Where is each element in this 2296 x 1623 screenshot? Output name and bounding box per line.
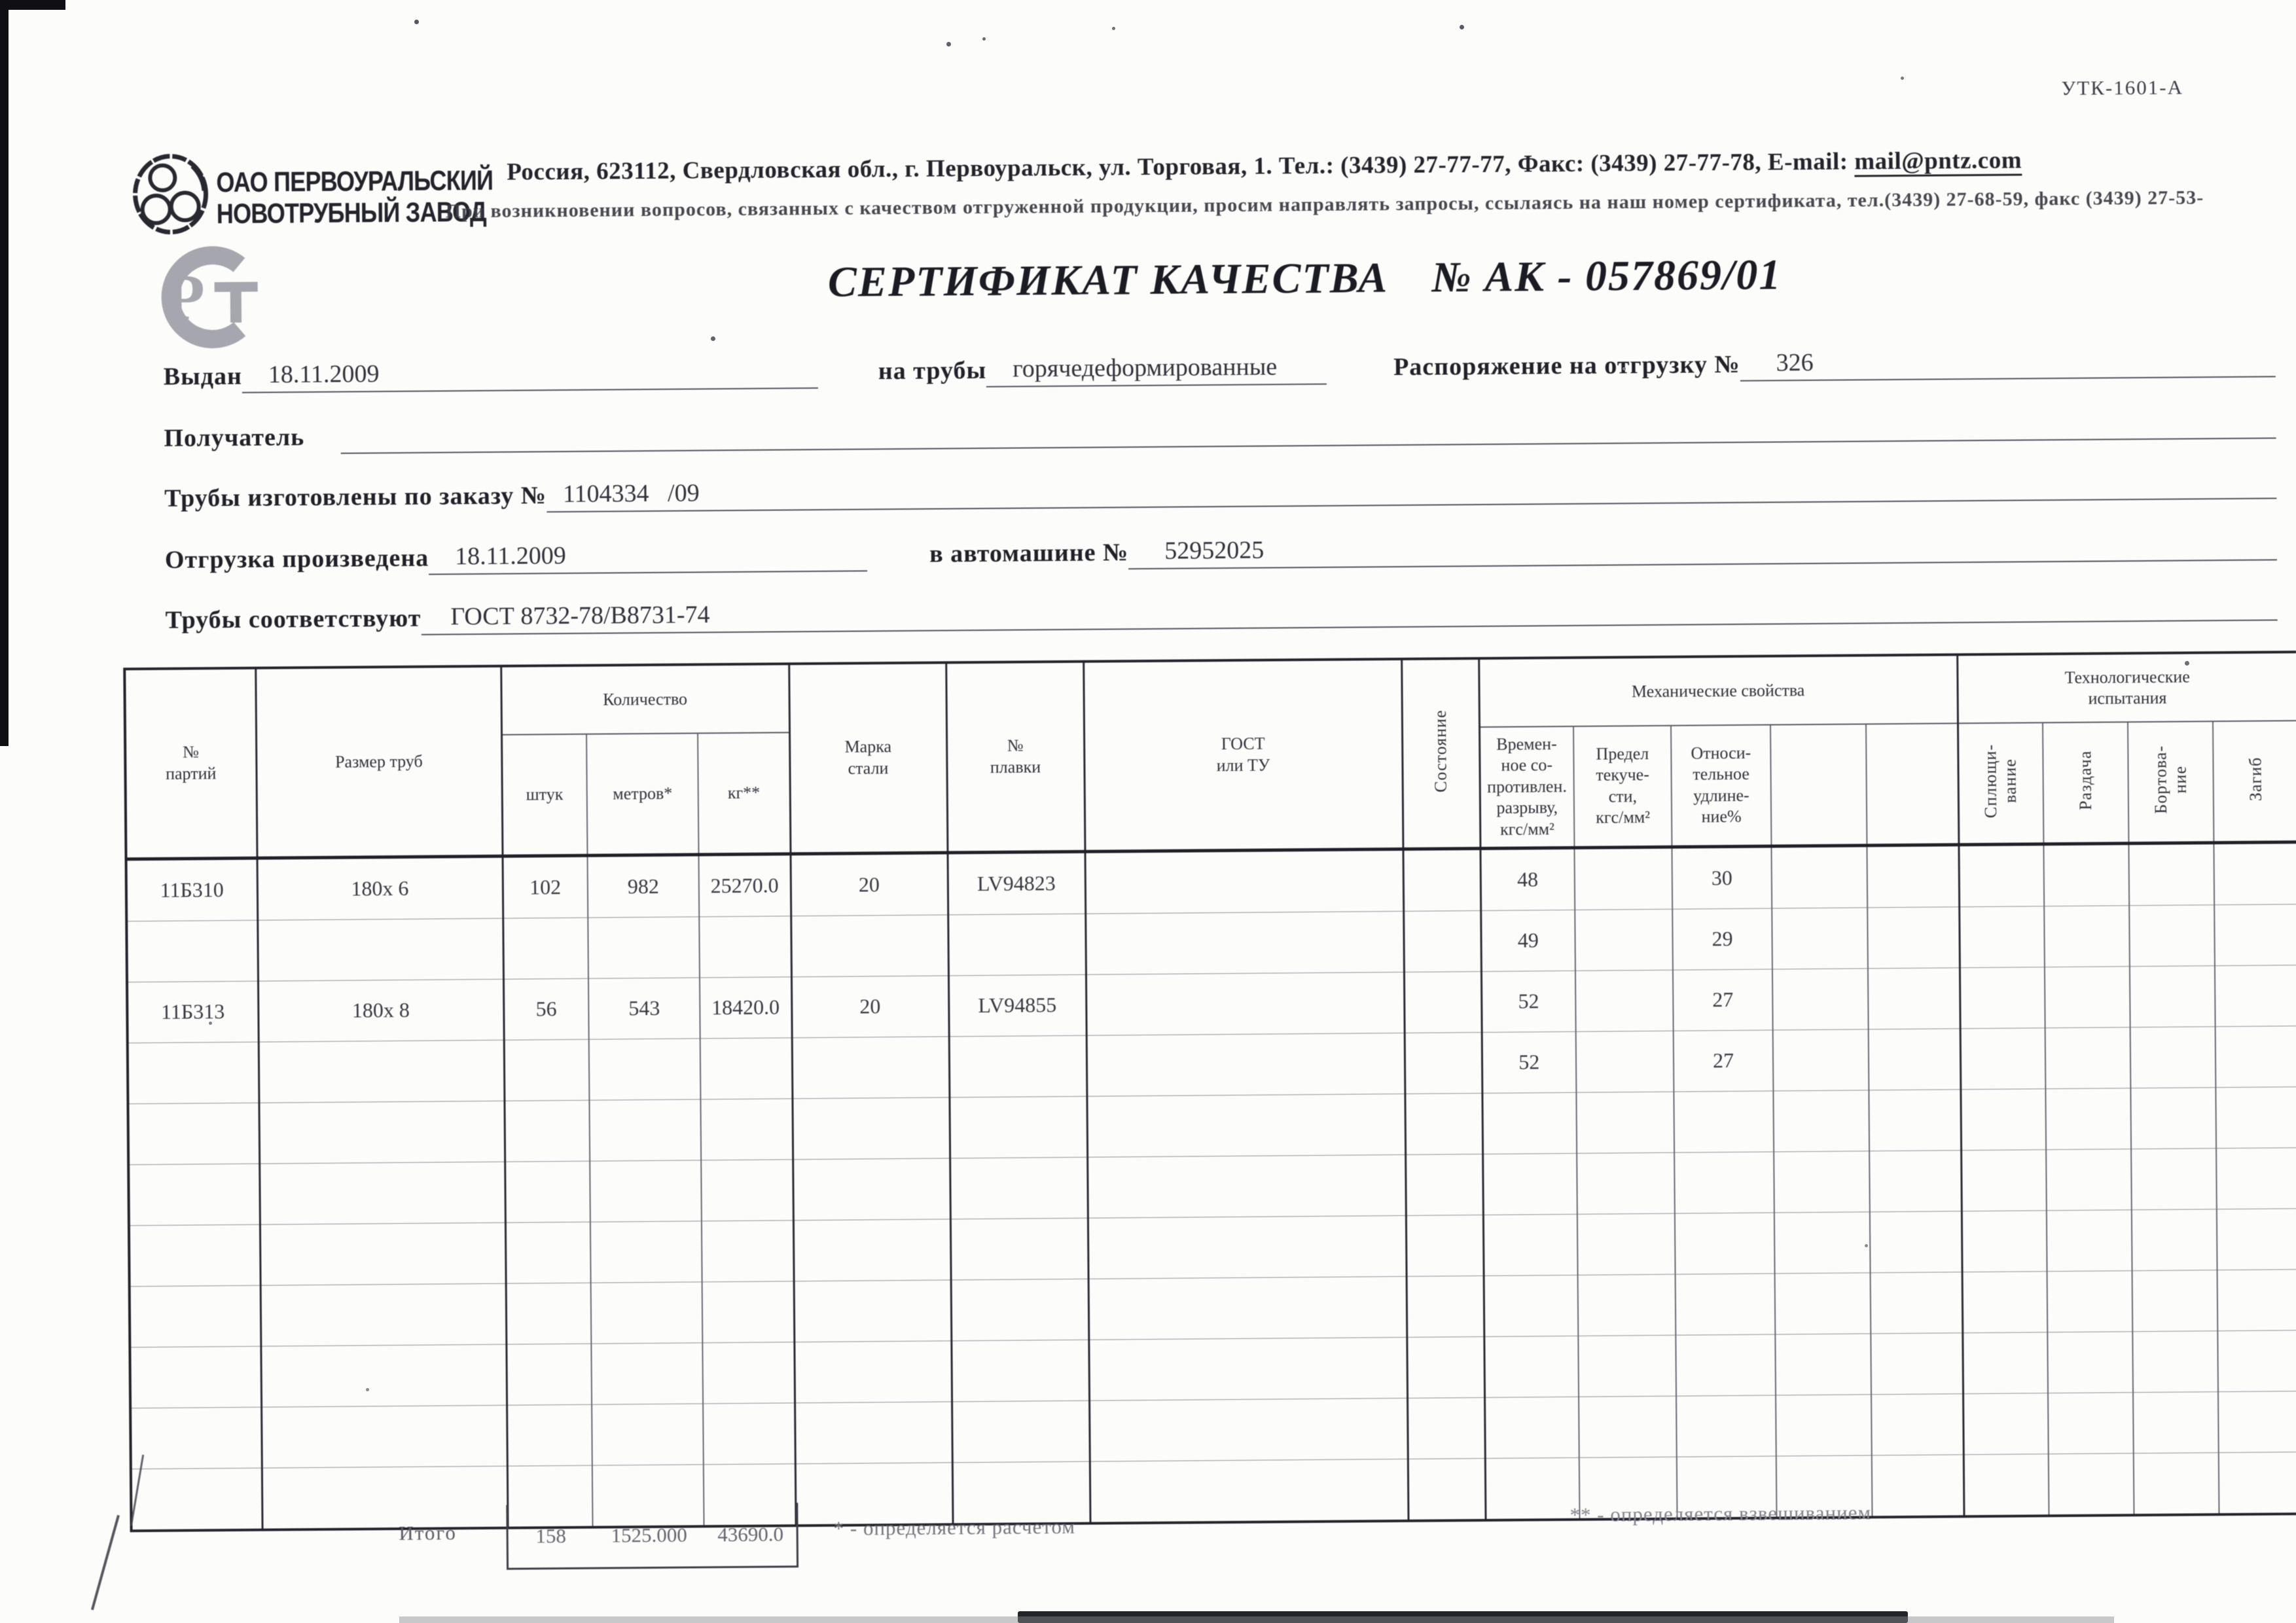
- issued-line: [164, 344, 2276, 393]
- cell-elongation: 30: [1672, 846, 1772, 909]
- company-contact-line: [507, 146, 2022, 186]
- col-header-gost-tu: ГОСТ или ТУ: [1083, 659, 1403, 851]
- svg-text:Р: Р: [164, 260, 206, 334]
- scan-bottom-shadow: [399, 1616, 2114, 1623]
- shipped-value: 18.11.2009: [429, 539, 867, 575]
- scan-edge-artifact: [0, 0, 9, 746]
- total-meters: 1525.000: [611, 1523, 687, 1547]
- col-header-flattening: [1958, 722, 2043, 844]
- receiver-line: [164, 407, 2276, 455]
- cell-tensile: 52: [1482, 1031, 1577, 1093]
- col-header-steel-grade: Марка стали: [789, 662, 947, 853]
- col-header-kg: кг**: [698, 732, 790, 854]
- cell-elongation: 27: [1673, 969, 1773, 1031]
- company-name-line1: ОАО ПЕРВОУРАЛЬСКИЙ: [216, 164, 493, 199]
- cell-kg: 18420.0: [700, 976, 792, 1038]
- cell-size: 180х 8: [258, 979, 504, 1042]
- col-group-tech-tests: Технологические испытания: [1957, 652, 2296, 723]
- made-by-order-label: Трубы изготовлены по заказу №: [164, 482, 547, 512]
- cell-heat: LV94823: [948, 851, 1086, 915]
- shipping-order-label: Распоряжение на отгрузку №: [1393, 350, 1740, 382]
- cell-steel: 20: [791, 852, 948, 916]
- col-header-heat-no: № плавки: [946, 662, 1085, 853]
- cell-size: 180х 6: [257, 856, 503, 920]
- cell-tensile: 48: [1480, 847, 1575, 910]
- quality-claims-note: При возникновении вопросов, связанных с качеством отгруженной продукции, просим направлять запросы, ссылаясь на наш номер сертификата, тел.(3439) 27-68-59, факс (3439) 27-53-: [445, 187, 2204, 223]
- cell-heat: LV94855: [948, 974, 1086, 1037]
- col-header-mech-extra2: [1866, 723, 1958, 845]
- cell-tensile: 49: [1480, 910, 1575, 971]
- cell-tensile: 52: [1481, 971, 1576, 1032]
- cell-m: 543: [588, 977, 700, 1039]
- issued-value: 18.11.2009: [242, 356, 818, 393]
- state-vertical-label: Состояние: [1430, 709, 1450, 793]
- cell-batch: 11Б310: [126, 858, 258, 921]
- shipped-line: [165, 527, 2277, 577]
- shipped-label: Отгрузка произведена: [164, 544, 429, 574]
- col-header-mech-extra1: [1770, 724, 1867, 846]
- certificate-title: [683, 249, 1927, 309]
- col-group-mechanical: Механические свойства: [1479, 654, 1958, 727]
- flattening-vertical-label: Сплющи- вание: [1981, 743, 2020, 818]
- issued-label: Выдан: [163, 362, 243, 391]
- pipes-data-table: [123, 651, 2296, 1532]
- certificate-number: № АК - 057869/01: [1431, 251, 1782, 302]
- cell-steel: 20: [791, 975, 949, 1037]
- standard-label: Трубы соответствуют: [165, 604, 422, 634]
- col-header-state: [1401, 658, 1480, 849]
- col-header-size: Размер труб: [255, 666, 502, 858]
- scan-noise-speckles: [0, 0, 2, 2]
- certificate-title-text: СЕРТИФИКАТ КАЧЕСТВА: [827, 254, 1389, 306]
- truck-value: 52952025: [1128, 527, 2277, 569]
- cell-elongation: 29: [1672, 908, 1772, 970]
- handwritten-mark: [91, 1515, 120, 1610]
- pipes-label: на трубы: [878, 356, 987, 385]
- receiver-value: [340, 435, 2276, 454]
- cell-kg: 25270.0: [698, 853, 791, 916]
- standard-line: [165, 588, 2277, 637]
- col-header-pieces: штук: [501, 734, 587, 856]
- totals-row: [130, 1491, 2296, 1586]
- totals-label: Итого: [399, 1521, 457, 1545]
- pntz-pipes-logo-icon: [131, 152, 215, 239]
- made-by-order-line: [164, 466, 2276, 515]
- cell-pcs: 56: [503, 978, 589, 1040]
- col-header-expansion: [2043, 722, 2128, 844]
- total-kg: 43690.0: [717, 1522, 784, 1546]
- made-by-order-value: 1104334 /09: [547, 466, 2276, 512]
- contact-text: Россия, 623112, Свердловская обл., г. Первоуральск, ул. Торговая, 1. Тел.: (3439) 27-77-77, Факс: (3439) 27-77-78, E-mail:: [507, 148, 1855, 186]
- footnote-weighed: ** - определяется взвешиванием: [1570, 1501, 1872, 1526]
- company-email: mail@pntz.com: [1854, 147, 2022, 177]
- col-header-yield: Предел текуче- сти, кгс/мм²: [1573, 726, 1672, 847]
- flanging-vertical-label: Бортова- ние: [2151, 745, 2190, 814]
- col-group-quantity: Количество: [501, 664, 789, 734]
- shipping-order-value: 326: [1740, 344, 2275, 381]
- col-header-meters: метров*: [586, 733, 698, 855]
- truck-label: в автомашине №: [929, 539, 1129, 568]
- col-header-batch: № партий: [124, 668, 257, 859]
- col-header-flanging: [2128, 721, 2214, 843]
- col-header-elongation: Относи- тельное удлине- ние%: [1671, 725, 1771, 847]
- scan-corner-artifact: [0, 0, 65, 10]
- total-pieces: 158: [535, 1524, 567, 1548]
- cell-batch: 11Б313: [127, 981, 259, 1043]
- footnote-calculated: * - определяется расчетом: [833, 1514, 1076, 1540]
- totals-box: [506, 1503, 798, 1569]
- cell-elongation: 27: [1674, 1030, 1774, 1092]
- rst-certification-mark-icon: [141, 243, 266, 357]
- cell-m: 982: [587, 854, 699, 917]
- col-header-tensile: Времен- ное со- противлен. разрыву, кгс/мм²: [1479, 726, 1574, 848]
- company-name-line2: НОВОТРУБНЫЙ ЗАВОД: [216, 196, 486, 230]
- cell-pcs: 102: [503, 855, 588, 918]
- pipes-value: горячедеформированные: [986, 352, 1327, 387]
- receiver-label: Получатель: [164, 423, 305, 452]
- bend-vertical-label: Загиб: [2246, 757, 2265, 801]
- form-code: УТК-1601-А: [2061, 75, 2184, 100]
- expansion-vertical-label: Раздача: [2075, 750, 2096, 810]
- col-header-bend: [2213, 721, 2296, 842]
- standard-value: ГОСТ 8732-78/В8731-74: [421, 588, 2278, 635]
